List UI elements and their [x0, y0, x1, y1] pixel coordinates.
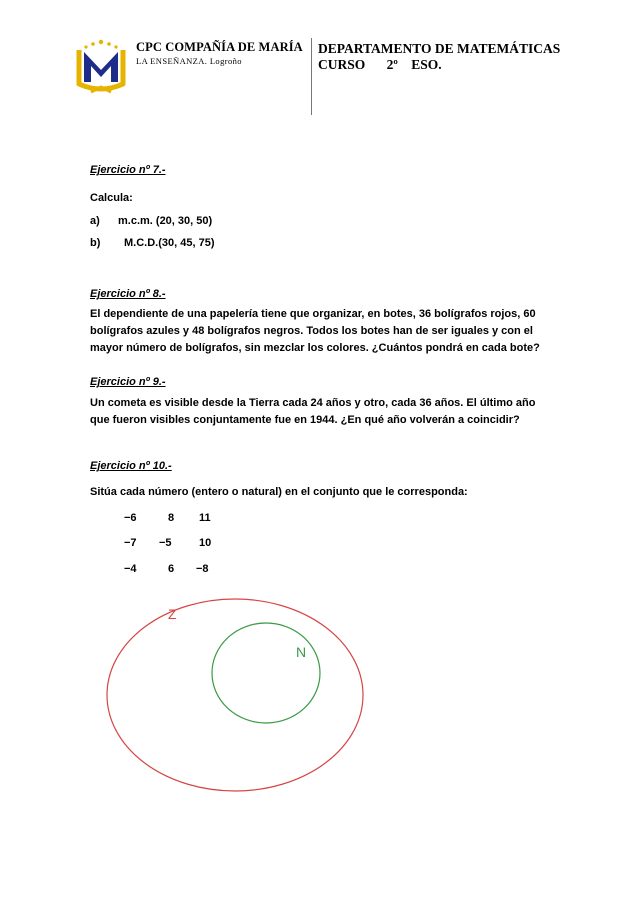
number-cell: 11	[199, 512, 211, 524]
exercise-10-title: Ejercicio nº 10.-	[90, 460, 172, 472]
exercise-7-title: Ejercicio nº 7.-	[90, 164, 166, 176]
exercise-9-line: Un cometa es visible desde la Tierra cada 24 años y otro, cada 36 años. El último año	[90, 397, 536, 409]
number-cell: −7	[124, 537, 137, 549]
number-cell: 8	[168, 512, 175, 524]
exercise-7-item-b-label: b)	[90, 237, 101, 249]
number-cell: 10	[199, 537, 212, 549]
school-name: CPC COMPAÑÍA DE MARÍA	[136, 40, 303, 54]
exercise-7-item-a: m.c.m. (20, 30, 50)	[118, 215, 213, 227]
set-n-ellipse	[212, 623, 320, 723]
school-subtitle: LA ENSEÑANZA. Logroño	[136, 56, 242, 66]
set-z-label: Z	[168, 606, 177, 622]
exercise-9-title: Ejercicio nº 9.-	[90, 376, 166, 388]
number-cell: −8	[196, 563, 209, 575]
set-z-ellipse	[107, 599, 363, 791]
exercise-10-prompt: Sitúa cada número (entero o natural) en el conjunto que le corresponda:	[90, 486, 468, 498]
exercise-7-prompt: Calcula:	[90, 192, 133, 204]
number-cell: −6	[124, 512, 137, 524]
course-label: CURSO	[318, 57, 366, 72]
venn-diagram	[100, 595, 370, 795]
number-cell: −4	[124, 563, 137, 575]
exercise-8-line: El dependiente de una papelería tiene que organizar, en botes, 36 bolígrafos rojos, 60	[90, 308, 536, 320]
course-stage: ESO.	[411, 57, 442, 72]
exercise-7-item-a-label: a)	[90, 215, 100, 227]
course-line	[318, 57, 442, 73]
set-n-label: N	[296, 644, 307, 660]
exercise-8-text	[90, 306, 540, 357]
header-divider	[311, 38, 312, 115]
school-logo	[73, 38, 129, 98]
exercise-7-item-b: M.C.D.(30, 45, 75)	[124, 237, 215, 249]
number-cell: −5	[159, 537, 172, 549]
exercise-9-text	[90, 395, 535, 429]
department-title: DEPARTAMENTO DE MATEMÁTICAS	[318, 41, 561, 56]
exercise-9-line: que fueron visibles conjuntamente fue en 1944. ¿En qué año volverán a coincidir?	[90, 414, 520, 426]
exercise-8-line: bolígrafos azules y 48 bolígrafos negros. Todos los botes han de ser iguales y con el	[90, 325, 533, 337]
exercise-8-title: Ejercicio nº 8.-	[90, 288, 166, 300]
number-cell: 6	[168, 563, 175, 575]
course-value: 2º	[386, 57, 398, 72]
exercise-8-line: mayor número de bolígrafos, sin mezclar los colores. ¿Cuántos pondrá en cada bote?	[90, 342, 540, 354]
